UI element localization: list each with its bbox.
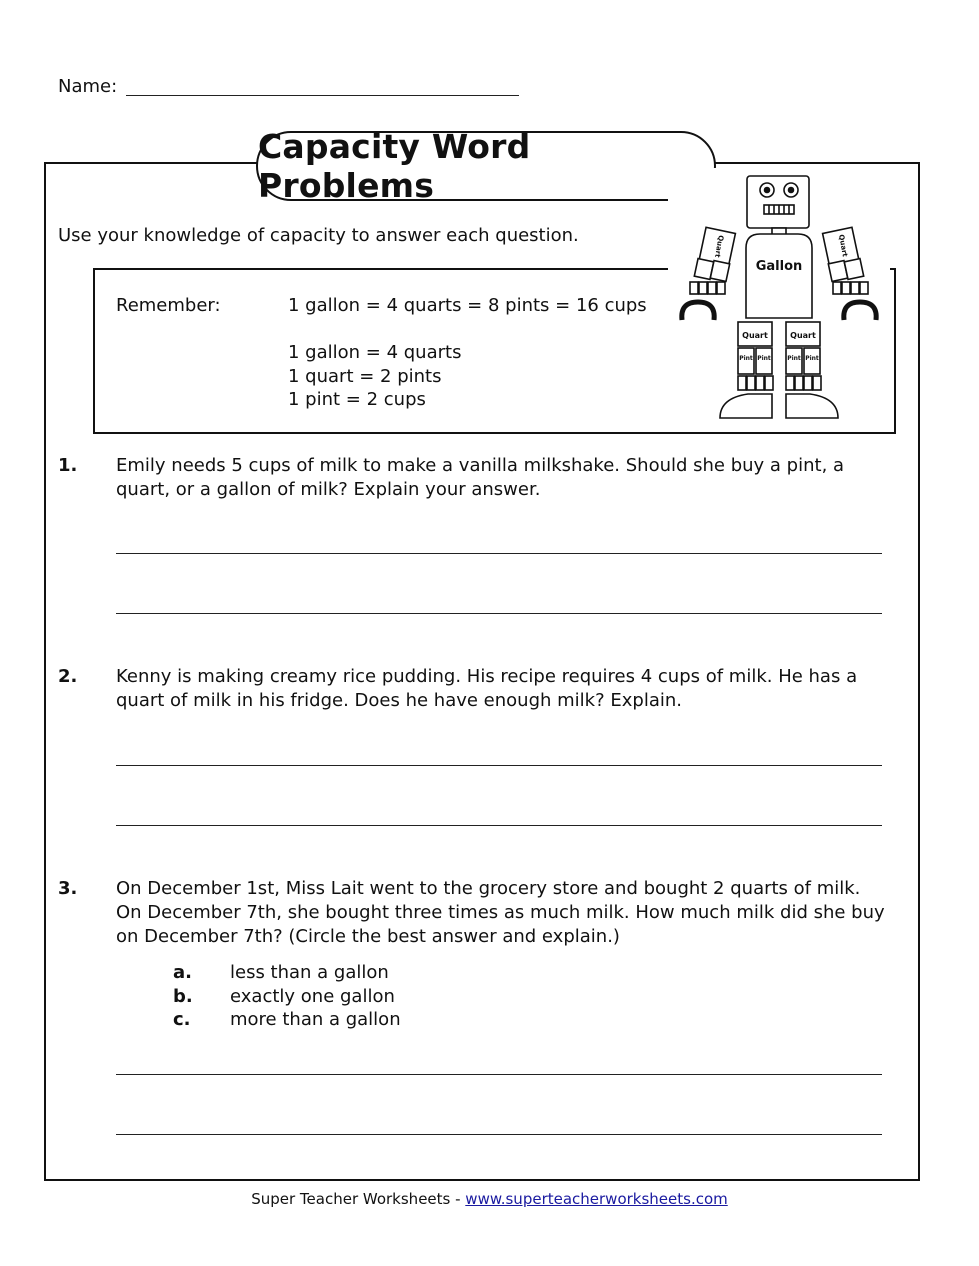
- remember-main-fact: 1 gallon = 4 quarts = 8 pints = 16 cups: [288, 295, 647, 316]
- robot-head: [747, 176, 809, 228]
- question-text: On December 1st, Miss Lait went to the grocery store and bought 2 quarts of milk.: [116, 878, 861, 899]
- option-text[interactable]: exactly one gallon: [230, 986, 395, 1007]
- question-text: on December 7th? (Circle the best answer and explain.): [116, 926, 620, 947]
- robot-body: [746, 234, 812, 318]
- answer-line[interactable]: [116, 1134, 882, 1135]
- robot-leg-label: Quart: [790, 331, 816, 340]
- remember-fact: 1 gallon = 4 quarts: [288, 342, 462, 363]
- option-letter: b.: [173, 986, 193, 1007]
- answer-line[interactable]: [116, 553, 882, 554]
- question-number: 2.: [58, 666, 78, 687]
- remember-fact: 1 pint = 2 cups: [288, 389, 426, 410]
- question-text: quart, or a gallon of milk? Explain your answer.: [116, 479, 541, 500]
- name-input-line[interactable]: [126, 95, 519, 96]
- question-text: Kenny is making creamy rice pudding. His recipe requires 4 cups of milk. He has a: [116, 666, 858, 687]
- robot-pint-label: Pint: [739, 355, 753, 362]
- footer-text: Super Teacher Worksheets -: [251, 1190, 466, 1208]
- title-banner: [256, 127, 716, 205]
- question-number: 1.: [58, 455, 78, 476]
- question-text: Emily needs 5 cups of milk to make a vanilla milkshake. Should she buy a pint, a: [116, 455, 845, 476]
- option-text[interactable]: less than a gallon: [230, 962, 389, 983]
- answer-line[interactable]: [116, 765, 882, 766]
- robot-leg-label: Quart: [742, 331, 768, 340]
- robot-arm-label: Quart: [837, 233, 849, 258]
- remember-label: Remember:: [116, 295, 221, 316]
- footer-link[interactable]: www.superteacherworksheets.com: [465, 1190, 728, 1208]
- option-text[interactable]: more than a gallon: [230, 1009, 401, 1030]
- option-letter: a.: [173, 962, 192, 983]
- page-title: Capacity Word Problems: [258, 127, 531, 205]
- robot-arm-label: Quart: [713, 234, 725, 259]
- question-text: quart of milk in his fridge. Does he have enough milk? Explain.: [116, 690, 682, 711]
- question-text: On December 7th, she bought three times as much milk. How much milk did she buy: [116, 902, 885, 923]
- robot-pint-label: Pint: [805, 355, 819, 362]
- answer-line[interactable]: [116, 1074, 882, 1075]
- answer-line[interactable]: [116, 613, 882, 614]
- robot-body-label: Gallon: [755, 259, 803, 274]
- robot-pint-label: Pint: [787, 355, 801, 362]
- option-letter: c.: [173, 1009, 191, 1030]
- footer: [0, 1190, 979, 1208]
- robot-pint-label: Pint: [757, 355, 771, 362]
- remember-fact: 1 quart = 2 pints: [288, 366, 442, 387]
- answer-line[interactable]: [116, 825, 882, 826]
- instructions: Use your knowledge of capacity to answer each question.: [58, 225, 579, 246]
- robot-illustration: [668, 168, 890, 430]
- question-number: 3.: [58, 878, 78, 899]
- name-label: Name:: [58, 76, 118, 97]
